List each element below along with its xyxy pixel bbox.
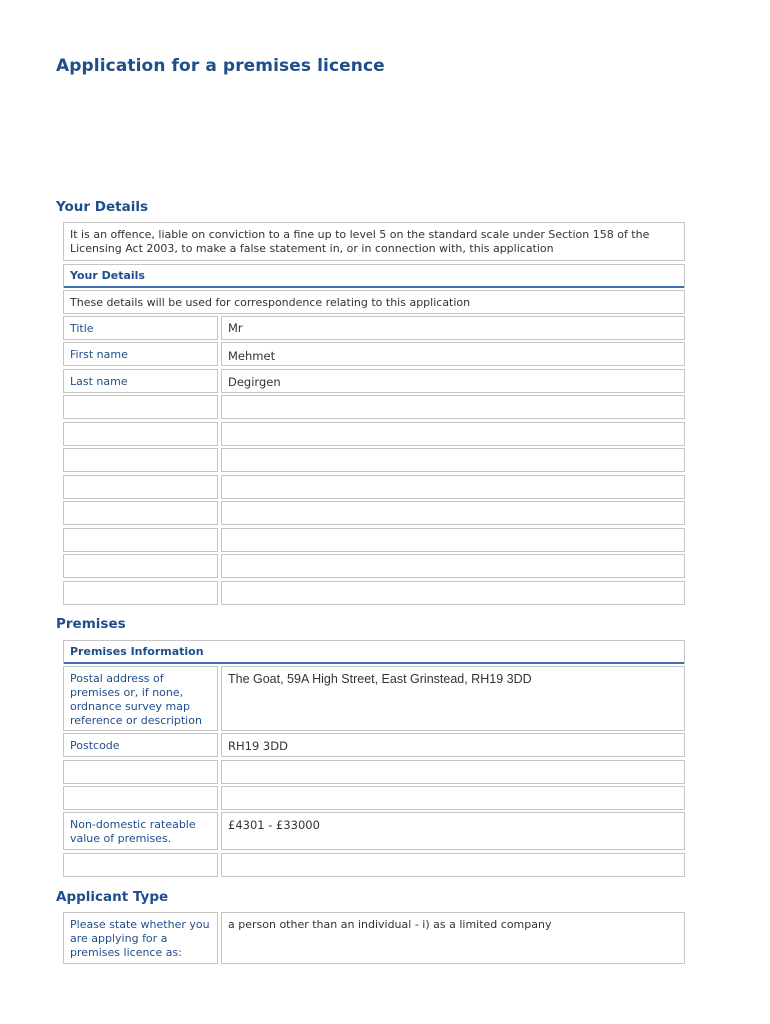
postcode-label-cell (63, 733, 218, 757)
rateable-label-cell (63, 812, 218, 850)
last-name-label-cell (63, 369, 218, 393)
empty-field[interactable] (221, 581, 685, 605)
empty-label-cell (63, 554, 218, 578)
applicant-type-label-cell (63, 912, 218, 964)
correspondence-note (63, 290, 685, 314)
address-value: The Goat, 59A High Street, East Grinstead, RH19 3DD (228, 672, 532, 686)
address-label-cell (63, 666, 218, 731)
postcode-row (63, 733, 685, 757)
rateable-label: Non-domestic rateable value of premises. (70, 818, 196, 845)
applicant-type-heading: Applicant Type (56, 889, 169, 905)
your-details-subheading: Your Details (64, 265, 684, 288)
empty-label-cell (63, 528, 218, 552)
offence-notice-text: It is an offence, liable on conviction to a fine up to level 5 on the standard scale under Section 158 of the Licensing Act 2003, to make a false statement in, or in connection with, this application (70, 228, 650, 255)
empty-row (63, 554, 685, 578)
empty-field[interactable] (221, 448, 685, 472)
your-details-subheader (63, 264, 685, 288)
empty-field[interactable] (221, 422, 685, 446)
empty-label-cell (63, 853, 218, 877)
premises-subheader (63, 640, 685, 664)
empty-row (63, 395, 685, 419)
empty-field[interactable] (221, 760, 685, 784)
applicant-type-field[interactable] (221, 912, 685, 964)
empty-row (63, 786, 685, 810)
first-name-field[interactable] (221, 342, 685, 366)
last-name-field[interactable] (221, 369, 685, 393)
empty-label-cell (63, 475, 218, 499)
last-name-label: Last name (70, 375, 128, 388)
empty-row (63, 501, 685, 525)
postcode-label: Postcode (70, 739, 120, 752)
first-name-row (63, 342, 685, 366)
page-title: Application for a premises licence (56, 56, 385, 76)
title-label: Title (70, 322, 94, 335)
last-name-value: Degirgen (228, 375, 281, 389)
empty-row (63, 760, 685, 784)
applicant-type-label: Please state whether you are applying for a premises licence as: (70, 918, 210, 959)
empty-label-cell (63, 501, 218, 525)
address-label: Postal address of premises or, if none, ordnance survey map reference or description (70, 672, 202, 727)
first-name-value: Mehmet (228, 349, 276, 363)
empty-label-cell (63, 760, 218, 784)
empty-row (63, 422, 685, 446)
applicant-type-value: a person other than an individual - i) as a limited company (228, 918, 552, 931)
rateable-field[interactable] (221, 812, 685, 850)
empty-field[interactable] (221, 554, 685, 578)
empty-label-cell (63, 448, 218, 472)
empty-field[interactable] (221, 501, 685, 525)
empty-label-cell (63, 395, 218, 419)
empty-label-cell (63, 422, 218, 446)
empty-field[interactable] (221, 853, 685, 877)
rateable-value: £4301 - £33000 (228, 818, 320, 832)
applicant-type-row (63, 912, 685, 964)
offence-notice (63, 222, 685, 261)
empty-row (63, 528, 685, 552)
empty-field[interactable] (221, 528, 685, 552)
title-value: Mr (228, 321, 243, 335)
premises-heading: Premises (56, 616, 126, 632)
postcode-field[interactable] (221, 733, 685, 757)
empty-row (63, 581, 685, 605)
empty-field[interactable] (221, 395, 685, 419)
rateable-row (63, 812, 685, 850)
first-name-label: First name (70, 348, 128, 361)
empty-label-cell (63, 581, 218, 605)
empty-row (63, 448, 685, 472)
title-label-cell (63, 316, 218, 340)
postcode-value: RH19 3DD (228, 739, 288, 753)
last-name-row (63, 369, 685, 393)
empty-field[interactable] (221, 475, 685, 499)
your-details-heading: Your Details (56, 199, 148, 215)
first-name-label-cell (63, 342, 218, 366)
empty-field[interactable] (221, 786, 685, 810)
empty-label-cell (63, 786, 218, 810)
premises-subheading: Premises Information (64, 641, 684, 664)
title-row (63, 316, 685, 340)
correspondence-note-text: These details will be used for correspondence relating to this application (70, 296, 471, 309)
address-field[interactable] (221, 666, 685, 731)
title-field[interactable] (221, 316, 685, 340)
empty-row (63, 475, 685, 499)
address-row (63, 666, 685, 731)
empty-row (63, 853, 685, 877)
